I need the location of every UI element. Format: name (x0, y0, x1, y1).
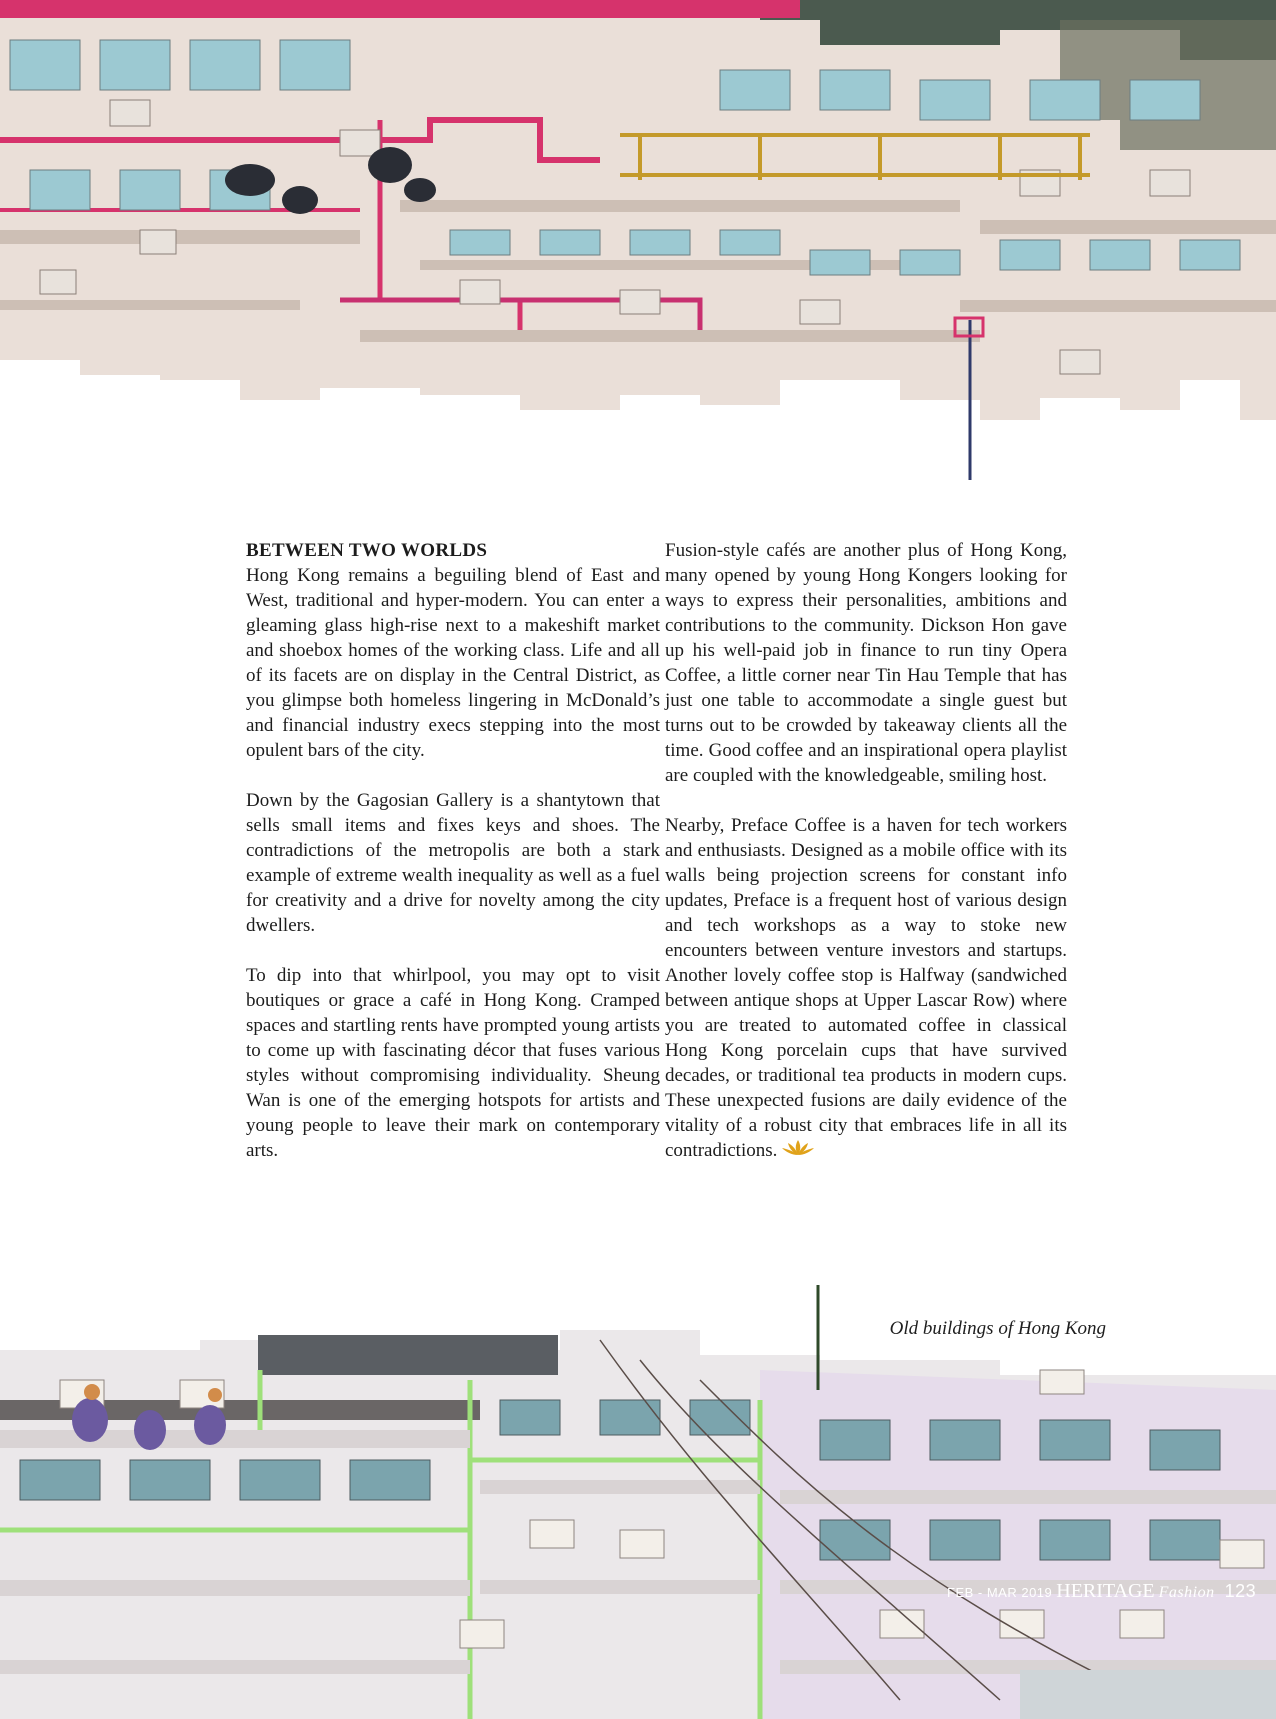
lotus-icon (781, 1139, 815, 1164)
article-column-left (246, 538, 660, 1188)
magazine-brand: HERITAGE (1056, 1580, 1155, 1602)
article-paragraph-final (665, 813, 1067, 1164)
page-number: 123 (1224, 1581, 1257, 1601)
article-paragraph: To dip into that whirlpool, you may opt to visit boutiques or grace a café in Hong Kong. Cramped spaces and startling rents have prompted young artists to come up with fascinating décor that fuses various styles without compromising individuality. Sheung Wan is one of the emerging hotspots for artists and young people to leave their mark on contemporary arts. (246, 965, 660, 1161)
bottom-photo-illustration (0, 1280, 1276, 1719)
magazine-brand-sub: Fashion (1158, 1584, 1215, 1601)
article-paragraph: Down by the Gagosian Gallery is a shantytown that sells small items and fixes keys and shoes. The contradictions of the metropolis are both a stark example of extreme wealth inequality as well as a fuel for creativity and a drive for novelty among the city dwellers. (246, 790, 660, 936)
lotus-icon-graphic (781, 1139, 815, 1157)
article-paragraph: Fusion-style cafés are another plus of Hong Kong, many opened by young Hong Kongers looking for ways to express their personalities, ambitions and contributions to the community. Dickson Hon gave up his well-paid job in finance to run tiny Opera Coffee, a little corner near Tin Hau Temple that has just one table to accommodate a single guest but turns out to be crowded by takeaway clients all the time. Good coffee and an inspirational opera playlist are coupled with the knowledgeable, smiling host. (665, 540, 1067, 786)
page-folio (947, 1580, 1256, 1603)
article-paragraph: Hong Kong remains a beguiling blend of East and West, traditional and hyper-modern. You can enter a gleaming glass high-rise next to a makeshift market and shoebox homes of the working class. Life and all of its facets are on display in the Central District, as you glimpse both homeless lingering in McDonald’s and financial industry execs stepping into the most opulent bars of the city. (246, 565, 660, 761)
article-column-right (665, 538, 1067, 1189)
photo-caption: Old buildings of Hong Kong (889, 1318, 1106, 1339)
bottom-building-photo (0, 1280, 1276, 1719)
top-building-photo (0, 0, 1276, 490)
article-paragraph-text: Nearby, Preface Coffee is a haven for tech workers and enthusiasts. Designed as a mobile office with its walls being projection screens for constant info updates, Preface is a frequent host of various design and tech workshops as a way to stoke new encounters between venture investors and startups. Another lovely coffee stop is Halfway (sandwiched between antique shops at Upper Lascar Row) where you are treated to automated coffee in classical Hong Kong porcelain cups that have survived decades, or traditional tea products in modern cups. These unexpected fusions are daily evidence of the vitality of a robust city that embraces life in all its contradictions. (665, 815, 1067, 1161)
issue-date: FEB - MAR 2019 (947, 1585, 1053, 1600)
top-photo-illustration (0, 0, 1276, 490)
section-heading: BETWEEN TWO WORLDS (246, 540, 488, 561)
